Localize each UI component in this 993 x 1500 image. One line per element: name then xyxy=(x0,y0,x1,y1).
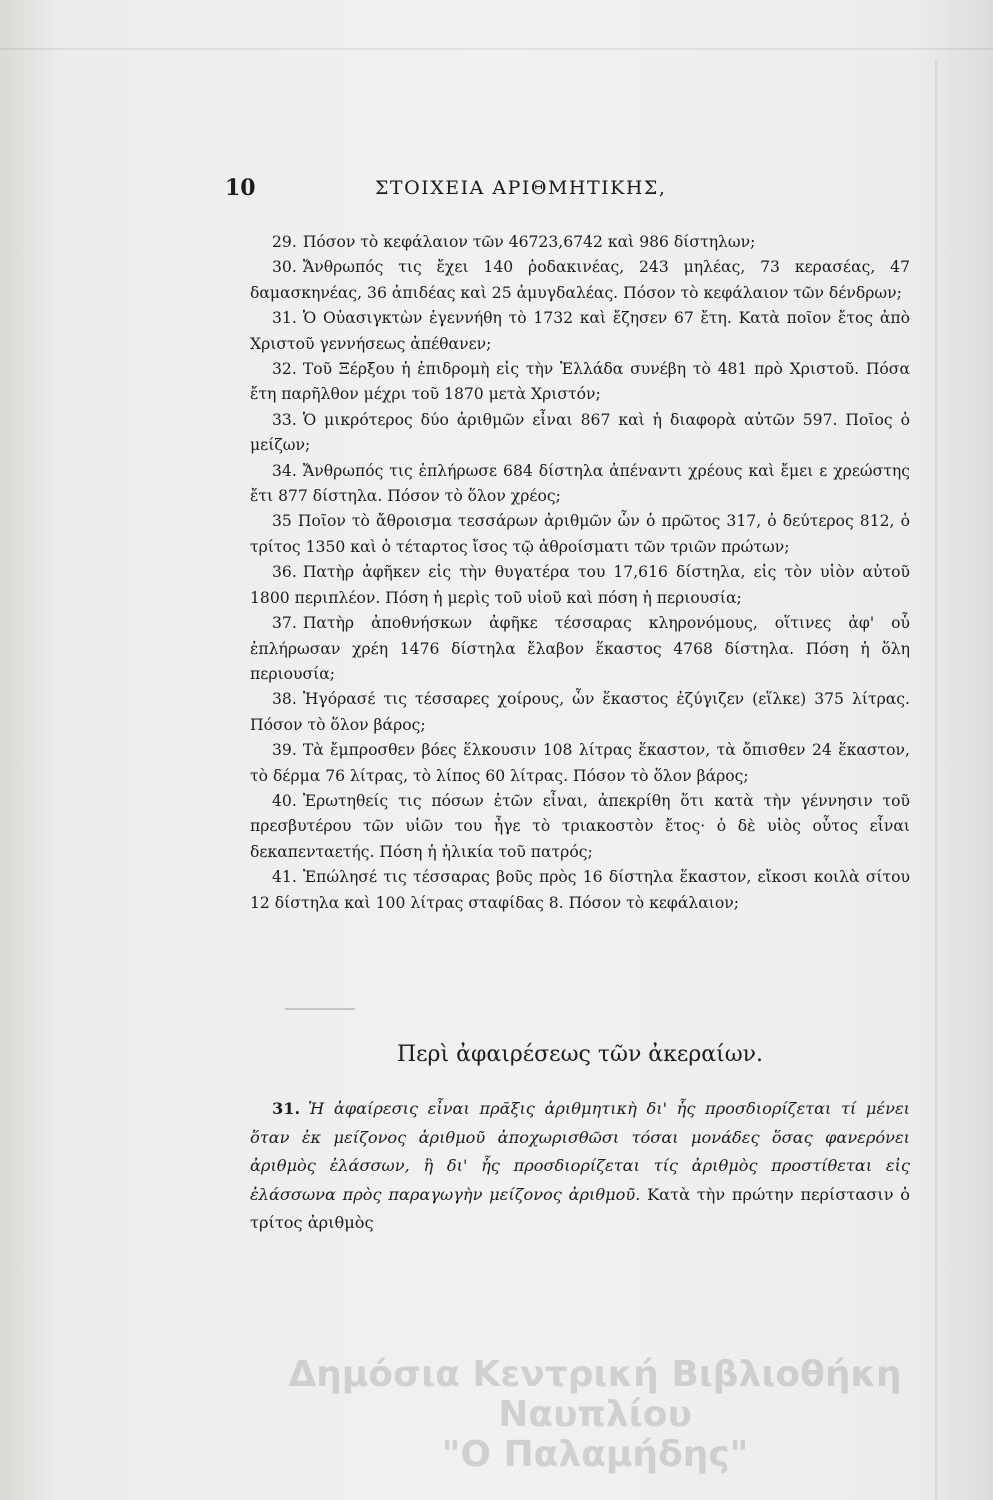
exercise-item xyxy=(250,459,910,510)
exercise-text: Ἄνθρωπός τις ἔχει 140 ῥοδακινέας, 243 μηλέας, 73 κερασέας, 47 δαμασκηνέας, 36 ἀπιδέας καὶ 25 ἀμυγδαλέας. Πόσον τὸ κεφάλαιον τῶν δένδρων; xyxy=(250,258,910,302)
exercise-item xyxy=(250,738,910,789)
exercise-text: Πατὴρ ἀφῆκεν εἰς τὴν θυγατέρα του 17,616 δίστηλα, εἰς τὸν υἱὸν αὐτοῦ 1800 περιπλέον. Πόση ἡ μερὶς τοῦ υἱοῦ καὶ πόση ἡ περιουσία; xyxy=(250,563,910,607)
exercise-number: 34. xyxy=(272,461,297,480)
exercise-item xyxy=(250,357,910,408)
exercise-item xyxy=(250,509,910,560)
exercise-number: 30. xyxy=(272,258,297,277)
watermark-line-2: "Ο Παλαμήδης" xyxy=(441,1434,749,1475)
ink-smudge xyxy=(285,1008,355,1010)
exercise-item xyxy=(250,865,910,916)
exercise-text: Τοῦ Ξέρξου ἡ ἐπιδρομὴ εἰς τὴν Ἑλλάδα συνέβη τὸ 481 πρὸ Χριστοῦ. Πόσα ἔτη παρῆλθον μέχρι τοῦ 1870 μετὰ Χριστόν; xyxy=(250,360,910,404)
exercise-item xyxy=(250,408,910,459)
exercise-number: 37. xyxy=(272,614,297,633)
exercise-number: 33. xyxy=(272,410,297,429)
exercise-number: 40. xyxy=(272,791,297,810)
exercise-text: Ἐπώλησέ τις τέσσαρας βοῦς πρὸς 16 δίστηλα ἕκαστον, εἴκοσι κοιλὰ σίτου 12 δίστηλα καὶ 100 λίτρας σταφίδας 8. Πόσον τὸ κεφάλαιον; xyxy=(250,868,910,912)
paragraph-continuation: Κατὰ τὴν πρώτην περίστασιν ὁ τρίτος ἀριθμὸς xyxy=(250,1184,910,1232)
page-number: 10 xyxy=(225,175,256,201)
exercise-text: Ἐρωτηθείς τις πόσων ἐτῶν εἶναι, ἀπεκρίθη ὅτι κατὰ τὴν γέννησιν τοῦ πρεσβυτέρου τῶν υἱῶν του ἦγε τὸ τριακοστὸν ἔτος· ὁ δὲ υἱὸς οὗτος εἶναι δεκαπενταετής. Πόση ἡ ἡλικία τοῦ πατρός; xyxy=(250,791,910,861)
page-fold-shadow xyxy=(935,60,938,1500)
exercise-text: Ὁ Οὐασιγκτὼν ἐγεννήθη τὸ 1732 καὶ ἔζησεν 67 ἔτη. Κατὰ ποῖον ἔτος ἀπὸ Χριστοῦ γεννήσεως ἀπέθανεν; xyxy=(250,309,910,353)
exercise-text: Ὁ μικρότερος δύο ἀριθμῶν εἶναι 867 καὶ ἡ διαφορὰ αὐτῶν 597. Ποῖος ὁ μείζων; xyxy=(250,410,910,455)
exercise-item xyxy=(250,560,910,611)
exercise-item xyxy=(250,255,910,306)
exercise-item xyxy=(250,230,910,255)
library-watermark xyxy=(225,1355,965,1475)
exercise-number: 32. xyxy=(272,360,297,379)
exercise-item xyxy=(250,306,910,357)
exercise-text: Πόσον τὸ κεφάλαιον τῶν 46723,6742 καὶ 986 δίστηλων; xyxy=(302,233,756,251)
exercise-text: Ἄνθρωπός τις ἐπλήρωσε 684 δίστηλα ἀπέναντι χρέους καὶ ἔμει ε χρεώστης ἔτι 877 δίστηλα. Πόσον τὸ ὅλον χρέος; xyxy=(250,461,910,506)
section-paragraph xyxy=(250,1095,910,1238)
definition-text: Ἡ ἀφαίρεσις εἶναι πρᾶξις ἀριθμητικὴ δι' ἧς προσδιορίζεται τί μένει ὅταν ἐκ μείζονος ἀριθμοῦ ἀποχωρισθῶσι τόσαι μονάδες ὅσας φανερόνει ἀριθμὸς ἐλάσσων, ἢ δι' ἧς προσδιορίζεται τίς ἀριθμὸς προστίθεται εἰς ἐλάσσωνα πρὸς παραγωγὴν μείζονος ἀριθμοῦ. xyxy=(250,1099,910,1204)
running-title: ΣΤΟΙΧΕΙΑ ΑΡΙΘΜΗΤΙΚΗΣ, xyxy=(375,177,667,199)
exercise-text: Πατὴρ ἀποθνήσκων ἀφῆκε τέσσαρας κληρονόμους, οἵτινες ἀφ' οὗ ἐπλήρωσαν χρέη 1476 δίστηλα ἔλαβον ἕκαστος 4768 δίστηλα. Πόση ἡ ὅλη περιουσία; xyxy=(250,614,910,683)
exercise-number: 39. xyxy=(272,741,297,760)
exercise-number: 36. xyxy=(272,563,297,582)
exercise-number: 29. xyxy=(272,233,297,251)
exercise-text: Ἠγόρασέ τις τέσσαρες χοίρους, ὧν ἕκαστος ἐζύγιζεν (εἵλκε) 375 λίτρας. Πόσον τὸ ὅλον βάρος; xyxy=(250,690,910,734)
exercise-text: Τὰ ἔμπροσθεν βόες ἕλκουσιν 108 λίτρας ἕκαστον, τὰ ὄπισθεν 24 ἕκαστον, τὸ δέρμα 76 λίτρας, τὸ λίπος 60 λίτρας. Πόσον τὸ ὅλον βάρος; xyxy=(250,741,910,785)
exercise-number: 41. xyxy=(272,868,297,887)
section-heading: Περὶ ἀφαιρέσεως τῶν ἀκεραίων. xyxy=(396,1042,764,1067)
exercise-list xyxy=(250,230,910,916)
paragraph-number: 31. xyxy=(272,1099,301,1118)
exercise-item xyxy=(250,687,910,738)
watermark-line-1: Δημόσια Κεντρική Βιβλιοθήκη Ναυπλίου xyxy=(288,1354,902,1435)
exercise-item xyxy=(250,789,910,865)
scan-edge-line xyxy=(0,48,993,50)
exercise-number: 38. xyxy=(272,690,297,709)
exercise-number: 31. xyxy=(272,309,297,328)
exercise-number: 35 xyxy=(272,512,292,531)
exercise-text: Ποῖον τὸ ἄθροισμα τεσσάρων ἀριθμῶν ὧν ὁ πρῶτος 317, ὁ δεύτερος 812, ὁ τρίτος 1350 καὶ ὁ τέταρτος ἴσος τῷ ἀθροίσματι τῶν τριῶν πρώτων; xyxy=(250,512,910,556)
page-header xyxy=(225,175,905,205)
exercise-item xyxy=(250,611,910,687)
